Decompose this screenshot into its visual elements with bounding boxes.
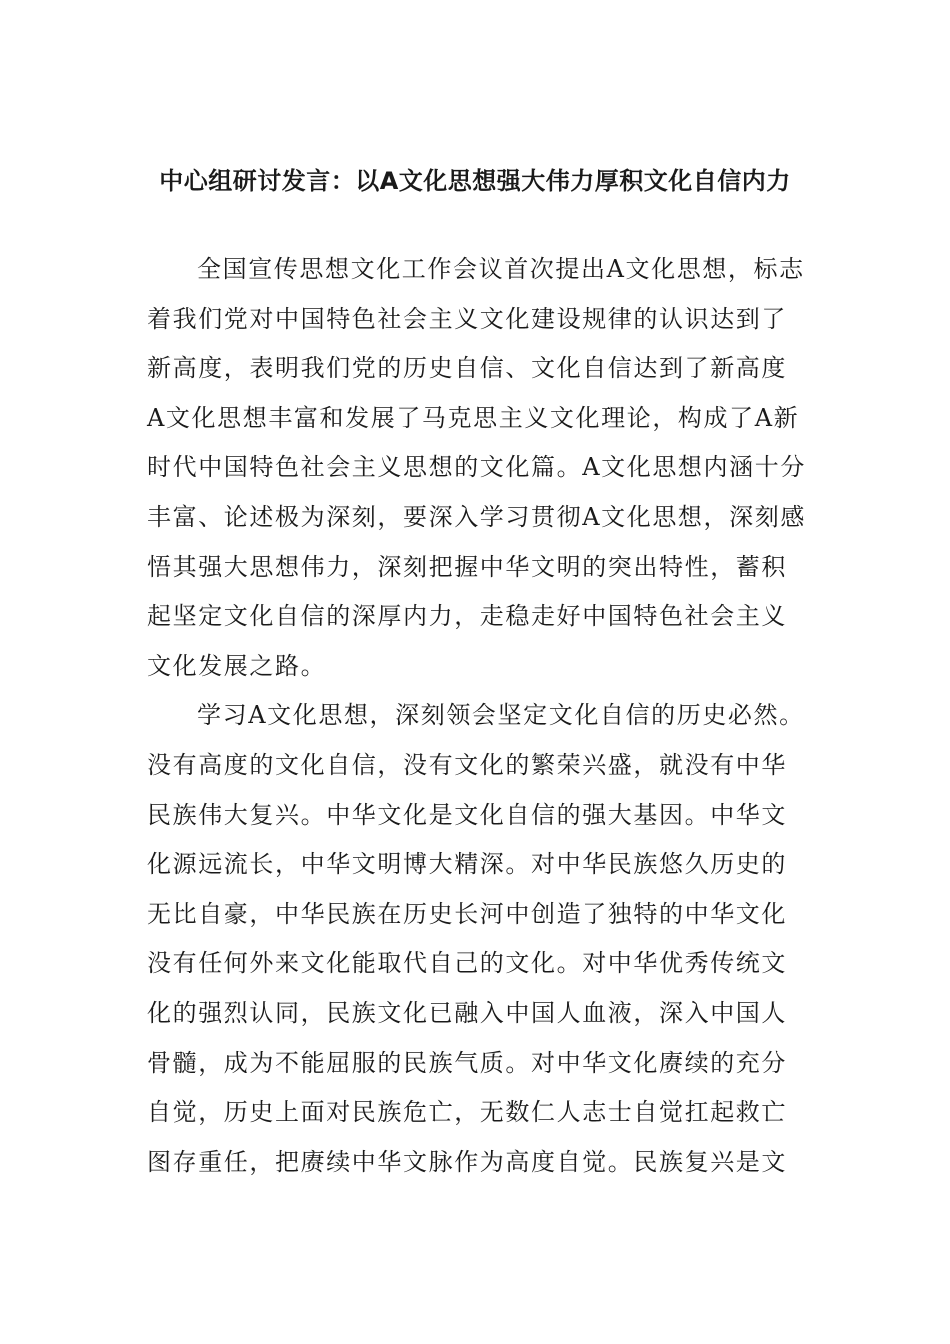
paragraph-2 — [147, 691, 807, 1187]
text-line: A文化思想丰富和发展了马克思主义文化理论，构成了A新 — [147, 403, 800, 432]
text-line: 新高度，表明我们党的历史自信、文化自信达到了新高度 — [147, 354, 787, 383]
text-line: 全国宣传思想文化工作会议首次提出A文化思想，标志 — [197, 255, 805, 283]
paragraph-1 — [147, 245, 807, 691]
text-line: 着我们党对中国特色社会主义文化建设规律的认识达到了 — [147, 304, 787, 333]
text-line: 民族伟大复兴。中华文化是文化自信的强大基因。中华文 — [147, 800, 787, 829]
document-title: 中心组研讨发言：以A文化思想强大伟力厚积文化自信内力 — [159, 167, 791, 195]
document-body — [147, 245, 807, 1187]
text-line: 图存重任，把赓续中华文脉作为高度自觉。民族复兴是文 — [147, 1147, 787, 1176]
text-line: 化的强烈认同，民族文化已融入中国人血液，深入中国人 — [147, 998, 787, 1027]
text-line: 化源远流长，中华文明博大精深。对中华民族悠久历史的 — [147, 850, 787, 879]
text-line: 文化发展之路。 — [147, 651, 327, 680]
text-line: 没有高度的文化自信，没有文化的繁荣兴盛，就没有中华 — [147, 750, 787, 779]
text-line: 起坚定文化自信的深厚内力，走稳走好中国特色社会主义 — [147, 602, 787, 631]
text-line: 无比自豪，中华民族在历史长河中创造了独特的中华文化 — [147, 899, 787, 928]
text-line: 自觉，历史上面对民族危亡，无数仁人志士自觉扛起救亡 — [147, 1098, 787, 1127]
text-line: 悟其强大思想伟力，深刻把握中华文明的突出特性，蓄积 — [147, 552, 787, 581]
text-line: 学习A文化思想，深刻领会坚定文化自信的历史必然。 — [197, 701, 805, 730]
text-line: 时代中国特色社会主义思想的文化篇。A文化思想内涵十分 — [147, 453, 806, 482]
text-line: 丰富、论述极为深刻，要深入学习贯彻A文化思想，深刻感 — [147, 502, 806, 531]
text-line: 骨髓，成为不能屈服的民族气质。对中华文化赓续的充分 — [147, 1048, 787, 1077]
text-line: 没有任何外来文化能取代自己的文化。对中华优秀传统文 — [147, 949, 787, 978]
